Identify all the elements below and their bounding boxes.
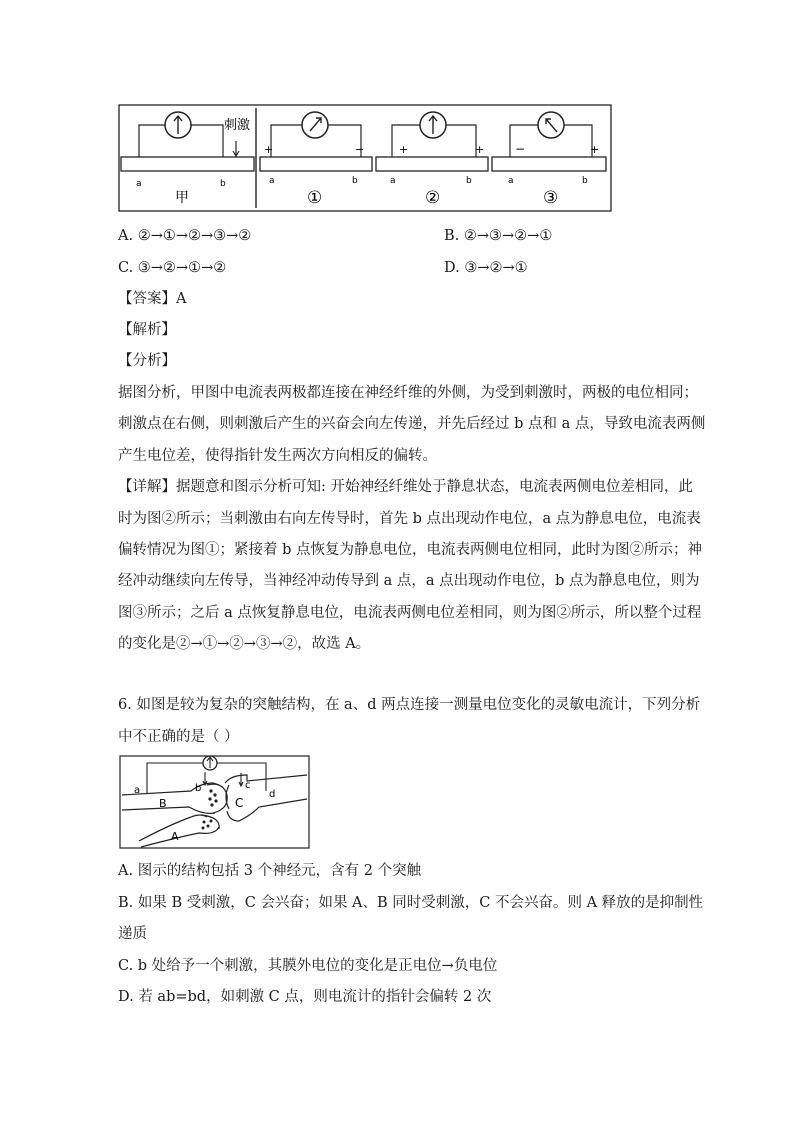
synapse-figure — [119, 755, 310, 849]
answer-label: 【答案】A — [118, 291, 187, 307]
point-b-label: b — [220, 179, 226, 189]
right-sign: − — [355, 143, 365, 156]
point-b-label: b — [582, 176, 588, 186]
point-a-label: a — [390, 176, 396, 186]
fenxi-line: 据图分析，甲图中电流表两极都连接在神经纤维的外侧，为受到刺激时，两极的电位相同； — [118, 385, 698, 401]
point-a-label: a — [269, 176, 275, 186]
neuron-a-label: A — [171, 830, 179, 843]
neuron-b-label: B — [159, 797, 167, 810]
fenxi-heading: 【分析】 — [118, 353, 176, 369]
panel-label: ② — [425, 188, 441, 208]
right-sign: + — [475, 143, 485, 156]
point-b-label: b — [195, 783, 202, 794]
neuron-c-label: C — [235, 796, 244, 810]
left-sign: + — [399, 143, 409, 156]
left-sign: − — [515, 142, 526, 156]
q5-option-c[interactable]: C. ③→②→①→② — [118, 260, 227, 276]
q6-stem-line: 中不正确的是（ ） — [118, 729, 239, 745]
q6-option-b-cont: 递质 — [118, 926, 147, 942]
point-c-label: c — [245, 780, 251, 791]
detail-line: 经冲动继续向左传导，当神经冲动传导到 a 点，a 点出现动作电位，b 点为静息电位，则为 — [118, 573, 700, 589]
q5-option-b[interactable]: B. ②→③→②→① — [444, 228, 553, 244]
point-b-label: b — [466, 176, 472, 186]
q6-option-a[interactable]: A. 图示的结构包括 3 个神经元，含有 2 个突触 — [118, 863, 422, 879]
detail-line: 【详解】据题意和图示分析可知: 开始神经纤维处于静息状态，电流表两侧电位差相同，此 — [118, 479, 693, 495]
detail-line: 图③所示；之后 a 点恢复静息电位，电流表两侧电位差相同，则为图②所示，所以整个过程 — [118, 605, 702, 621]
q5-option-d[interactable]: D. ③→②→① — [444, 260, 528, 276]
point-a-label: a — [134, 785, 141, 796]
point-a-label: a — [508, 176, 514, 186]
panel-label: ③ — [543, 188, 559, 208]
left-sign: + — [264, 143, 274, 156]
point-b-label: b — [352, 176, 358, 186]
fenxi-line: 刺激点在右侧，则刺激后产生的兴奋会向左传递，并先后经过 b 点和 a 点，导致电流表两侧 — [118, 416, 706, 432]
stim-label: 刺激 — [224, 118, 251, 133]
q5-option-a[interactable]: A. ②→①→②→③→② — [118, 228, 252, 244]
q6-option-c[interactable]: C. b 处给予一个刺激，其膜外电位的变化是正电位→负电位 — [118, 958, 498, 974]
q6-option-d[interactable]: D. 若 ab=bd，如刺激 C 点，则电流计的指针会偏转 2 次 — [118, 989, 492, 1005]
nerve-fiber-figure — [118, 104, 612, 212]
detail-line: 偏转情况为图①；紧接着 b 点恢复为静息电位，电流表两侧电位相同，此时为图②所示；神 — [118, 542, 702, 558]
fenxi-line: 产生电位差，使得指针发生两次方向相反的偏转。 — [118, 448, 437, 464]
point-d-label: d — [269, 789, 276, 800]
analysis-heading: 【解析】 — [118, 322, 176, 338]
q6-stem-line: 6. 如图是较为复杂的突触结构，在 a、d 两点连接一测量电位变化的灵敏电流计，下列分析 — [118, 697, 701, 713]
panel-label: ① — [307, 188, 323, 208]
point-a-label: a — [136, 179, 142, 189]
q6-option-b[interactable]: B. 如果 B 受刺激，C 会兴奋；如果 A、B 同时受刺激，C 不会兴奋。则 A 释放的是抑制性 — [118, 895, 704, 911]
right-sign: + — [590, 143, 600, 156]
detail-line: 的变化是②→①→②→③→②，故选 A。 — [118, 636, 371, 652]
panel-label: 甲 — [175, 190, 189, 206]
detail-line: 时为图②所示；当刺激由右向左传导时，首先 b 点出现动作电位，a 点为静息电位，电流表 — [118, 511, 701, 527]
